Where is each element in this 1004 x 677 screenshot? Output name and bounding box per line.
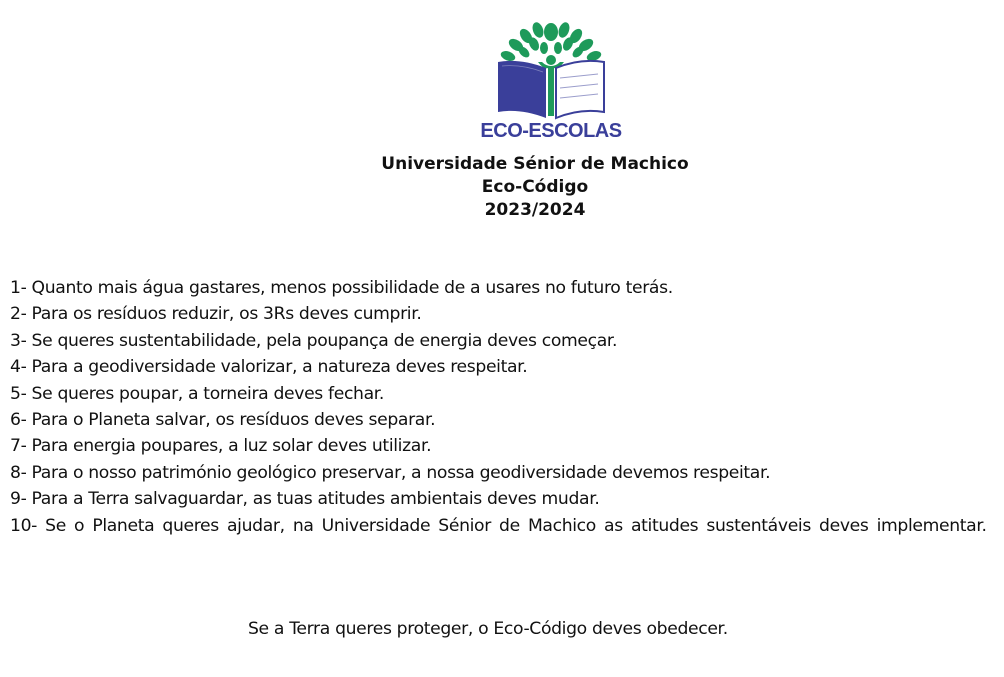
eco-code-rules-list [10,275,992,539]
tree-book-icon [468,18,634,120]
rule-item: 7- Para energia poupares, a luz solar deves utilizar. [10,436,432,457]
rule-item: 10- Se o Planeta queres ajudar, na Universidade Sénior de Machico as atitudes sustentáveis deves implementar. [10,515,987,536]
rule-item: 5- Se queres poupar, a torneira deves fechar. [10,383,385,404]
document-title: Eco-Código [481,177,589,197]
institution-name: Universidade Sénior de Machico [381,154,689,174]
document-header [300,153,770,222]
rule-item: 2- Para os resíduos reduzir, os 3Rs deves cumprir. [10,304,422,325]
eco-escolas-logo [468,18,634,146]
rule-item: 6- Para o Planeta salvar, os resíduos deves separar. [10,410,436,431]
school-year: 2023/2024 [484,200,586,220]
rule-item: 8- Para o nosso património geológico preservar, a nossa geodiversidade devemos respeitar. [10,462,771,483]
logo-wordmark: ECO-ESCOLAS [480,120,622,142]
rule-item: 1- Quanto mais água gastares, menos possibilidade de a usares no futuro terás. [10,278,673,298]
rule-item: 9- Para a Terra salvaguardar, as tuas atitudes ambientais deves mudar. [10,489,600,510]
closing-motto: Se a Terra queres proteger, o Eco-Código deves obedecer. [248,619,728,639]
rule-item: 4- Para a geodiversidade valorizar, a natureza deves respeitar. [10,357,528,378]
rule-item: 3- Se queres sustentabilidade, pela poupança de energia deves começar. [10,330,618,351]
